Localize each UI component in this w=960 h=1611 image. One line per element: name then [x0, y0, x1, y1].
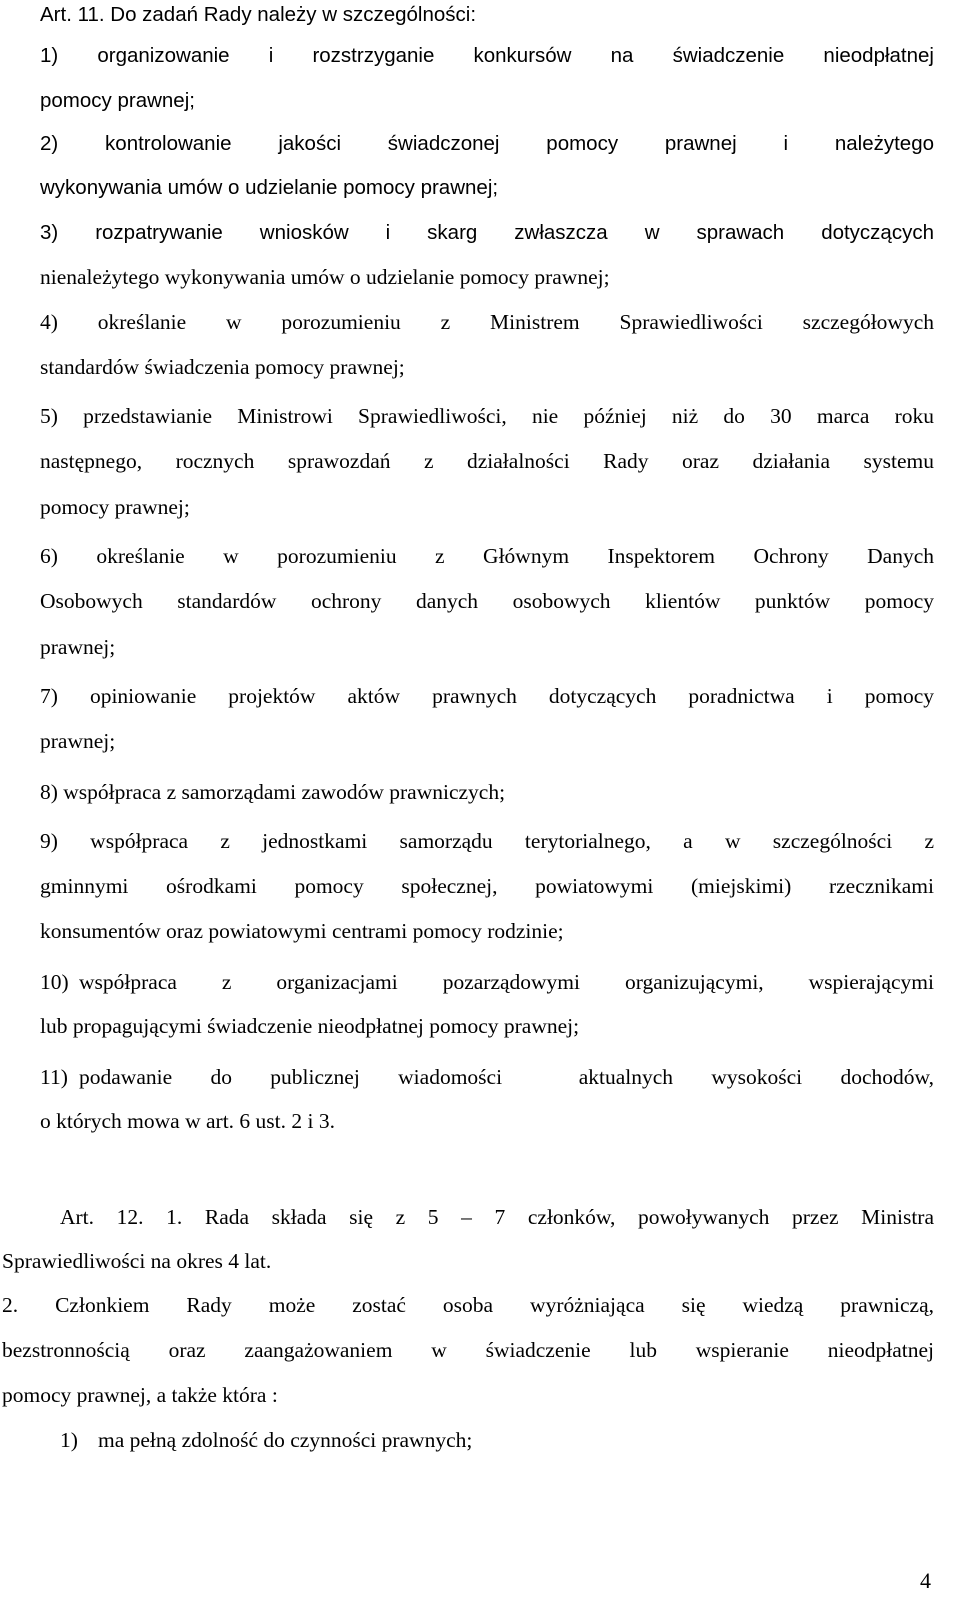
art11-item-10-line-2: lub propagującymi świadczenie nieodpłatnej pomocy prawnej; [40, 1014, 580, 1038]
art11-item-5-line-1: 5) przedstawianie Ministrowi Sprawiedliwości, nie później niż do 30 marca roku [40, 404, 934, 428]
art11-item-6-line-3: prawnej; [40, 635, 116, 659]
art11-item-6-line-1: 6) określanie w porozumieniu z Głównym Inspektorem Ochrony Danych [40, 544, 934, 568]
art11-item-3-line-1: 3) rozpatrywanie wniosków i skarg zwłaszcza w sprawach dotyczących [40, 221, 934, 244]
article-12-line-3: 2. Członkiem Rady może zostać osoba wyróżniająca się wiedzą prawniczą, [2, 1293, 934, 1317]
art11-item-7-line-2: prawnej; [40, 729, 116, 753]
page-number: 4 [920, 1568, 931, 1593]
art11-item-6-line-2: Osobowych standardów ochrony danych osobowych klientów punktów pomocy [40, 589, 934, 613]
art11-item-5-line-3: pomocy prawnej; [40, 495, 190, 519]
art11-item-9-line-2: gminnymi ośrodkami pomocy społecznej, powiatowymi (miejskimi) rzecznikami [40, 874, 934, 898]
art11-item-1-line-2: pomocy prawnej; [40, 89, 195, 112]
art11-item-10-number: 10) [40, 970, 69, 994]
article-12-sub-number: 1) [60, 1428, 78, 1452]
art11-item-2-line-2: wykonywania umów o udzielanie pomocy prawnej; [40, 176, 499, 199]
article-12-line-5: pomocy prawnej, a także która : [2, 1383, 278, 1407]
art11-item-9-line-1: 9) współpraca z jednostkami samorządu terytorialnego, a w szczególności z [40, 829, 934, 853]
article-12-line-2: Sprawiedliwości na okres 4 lat. [2, 1249, 272, 1273]
art11-item-10-line-1: współpraca z organizacjami pozarządowymi organizującymi, wspierającymi [79, 970, 934, 994]
article-12-line-4: bezstronnością oraz zaangażowaniem w świadczenie lub wspieranie nieodpłatnej [2, 1338, 934, 1362]
art11-item-8-line-1: 8) współpraca z samorządami zawodów prawniczych; [40, 780, 506, 804]
art11-item-2-line-1: 2) kontrolowanie jakości świadczonej pomocy prawnej i należytego [40, 132, 934, 155]
article-12-sub-text: ma pełną zdolność do czynności prawnych; [98, 1428, 473, 1452]
article-12-line-1: Art. 12. 1. Rada składa się z 5 – 7 członków, powoływanych przez Ministra [60, 1205, 934, 1229]
art11-item-11-line-1: podawanie do publicznej wiadomości aktualnych wysokości dochodów, [79, 1065, 934, 1089]
art11-item-1-line-1: 1) organizowanie i rozstrzyganie konkursów na świadczenie nieodpłatnej [40, 44, 934, 67]
art11-item-9-line-3: konsumentów oraz powiatowymi centrami pomocy rodzinie; [40, 919, 564, 943]
art11-item-3-line-2: nienależytego wykonywania umów o udzielanie pomocy prawnej; [40, 265, 610, 289]
art11-item-4-line-1: 4) określanie w porozumieniu z Ministrem Sprawiedliwości szczegółowych [40, 310, 934, 334]
art11-item-11-line-2: o których mowa w art. 6 ust. 2 i 3. [40, 1109, 335, 1133]
art11-item-4-line-2: standardów świadczenia pomocy prawnej; [40, 355, 405, 379]
art11-item-5-line-2: następnego, rocznych sprawozdań z działalności Rady oraz działania systemu [40, 449, 934, 473]
art11-item-7-line-1: 7) opiniowanie projektów aktów prawnych dotyczących poradnictwa i pomocy [40, 684, 934, 708]
art11-item-11-number: 11) [40, 1065, 68, 1089]
article-11-heading: Art. 11. Do zadań Rady należy w szczególności: [40, 3, 477, 26]
